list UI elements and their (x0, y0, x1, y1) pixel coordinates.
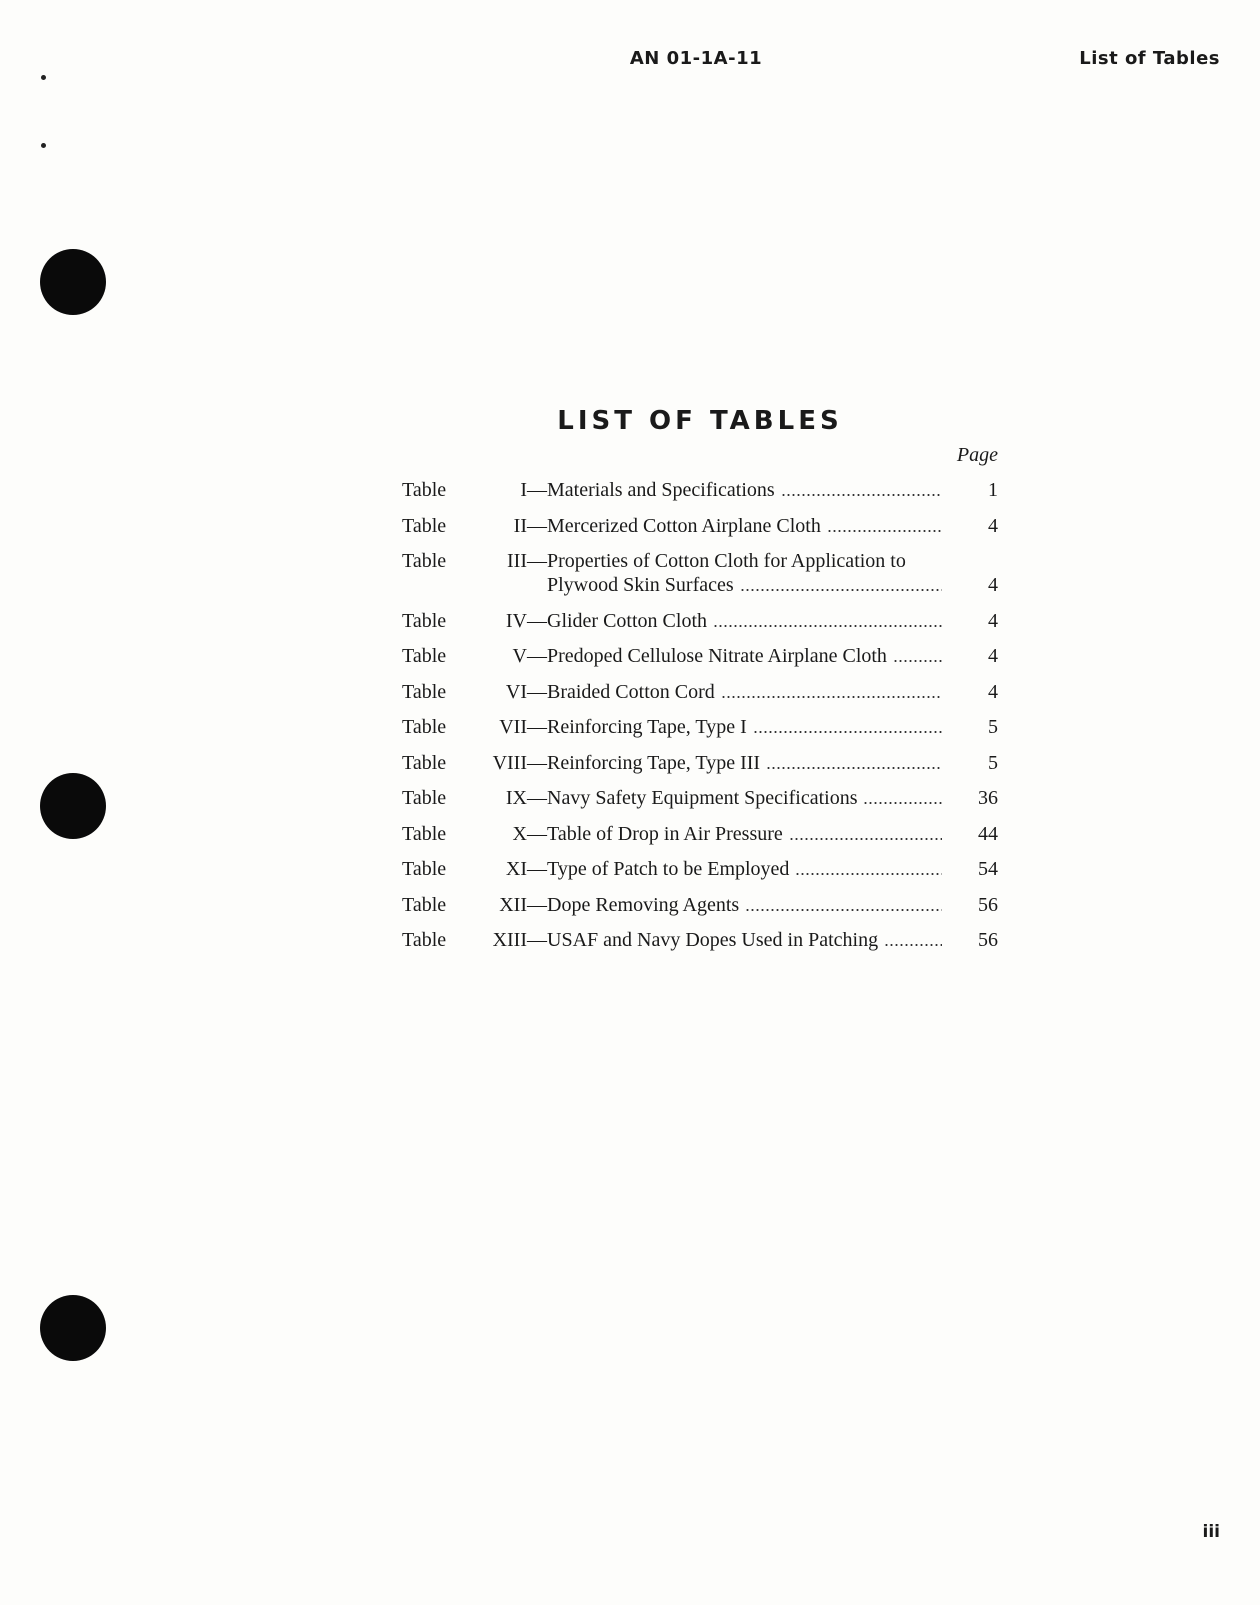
dot-leader (721, 689, 942, 699)
entry-dash: — (527, 787, 547, 809)
dot-leader (713, 618, 942, 628)
toc-entry[interactable] (402, 786, 998, 810)
page-title: LIST OF TABLES (557, 406, 843, 436)
dot-leader (795, 866, 942, 876)
entry-dash: — (527, 822, 547, 845)
dot-leader (884, 937, 942, 947)
entry-page: 1 (988, 479, 998, 501)
entry-numeral: VII (499, 716, 527, 738)
entry-numeral: XII (499, 893, 527, 916)
binder-hole (40, 249, 106, 315)
entry-title: Glider Cotton Cloth (547, 609, 707, 632)
entry-dash: — (527, 716, 547, 738)
entry-label: Table (402, 680, 447, 703)
entry-title: Mercerized Cotton Airplane Cloth (547, 514, 821, 537)
dot-leader (789, 831, 942, 841)
entry-title: Materials and Specifications (547, 479, 775, 501)
entry-numeral: IX (505, 787, 527, 809)
entry-label: Table (402, 858, 447, 880)
entry-numeral: XIII (492, 929, 527, 951)
section-heading: List of Tables (1079, 48, 1220, 69)
page-number: iii (1202, 1522, 1220, 1542)
entry-title: Properties of Cotton Cloth for Application to (547, 550, 906, 572)
toc-entry[interactable] (402, 549, 998, 597)
entry-dash: — (527, 893, 547, 916)
entry-page: 54 (978, 858, 998, 880)
entry-numeral: I (520, 479, 527, 501)
toc-entry[interactable] (402, 680, 998, 704)
entry-numeral: V (512, 645, 527, 667)
entry-title: Braided Cotton Cord (547, 680, 715, 703)
scan-speck (41, 75, 46, 80)
entry-title: Navy Safety Equipment Specifications (547, 787, 858, 809)
entry-dash: — (527, 929, 547, 951)
entry-label: Table (402, 893, 447, 916)
entry-page: 36 (978, 787, 998, 809)
dot-leader (745, 902, 942, 912)
toc-entry[interactable] (402, 893, 998, 917)
entry-title: Dope Removing Agents (547, 893, 740, 916)
toc-entry[interactable] (402, 715, 998, 739)
entry-numeral: X (512, 822, 527, 845)
page-column-label: Page (956, 444, 998, 466)
entry-label: Table (402, 609, 447, 632)
toc-entry[interactable] (402, 644, 998, 668)
dot-leader (753, 724, 942, 734)
entry-label: Table (402, 716, 447, 738)
entry-page: 4 (988, 645, 998, 667)
entry-page: 4 (988, 609, 998, 632)
entry-page: 5 (988, 716, 998, 738)
entry-numeral: XI (505, 858, 527, 880)
dot-leader (863, 795, 942, 805)
entry-page: 4 (988, 680, 998, 703)
entry-page: 5 (988, 751, 998, 774)
entry-dash: — (527, 645, 547, 667)
entry-title: Reinforcing Tape, Type I (547, 716, 747, 738)
entry-page: 56 (978, 893, 998, 916)
toc-entry[interactable] (402, 751, 998, 775)
binder-hole (40, 1295, 106, 1361)
toc-entry[interactable] (402, 822, 998, 846)
entry-label: Table (402, 822, 447, 845)
binder-hole (40, 773, 106, 839)
document-number: AN 01-1A-11 (629, 48, 763, 69)
table-list (402, 478, 998, 964)
dot-leader (827, 523, 942, 533)
entry-label: Table (402, 787, 447, 809)
entry-page: 56 (978, 929, 998, 951)
entry-dash: — (527, 680, 547, 703)
entry-numeral: III (507, 550, 527, 572)
entry-dash: — (527, 479, 547, 501)
entry-label: Table (402, 479, 447, 501)
entry-label: Table (402, 645, 447, 667)
entry-page: 4 (988, 574, 998, 596)
entry-label: Table (402, 550, 447, 572)
dot-leader (893, 653, 942, 663)
entry-dash: — (527, 751, 547, 774)
entry-title: USAF and Navy Dopes Used in Patching (547, 929, 879, 951)
toc-entry[interactable] (402, 609, 998, 633)
toc-entry[interactable] (402, 928, 998, 952)
entry-label: Table (402, 751, 447, 774)
dot-leader (740, 582, 942, 592)
entry-page: 4 (988, 514, 998, 537)
toc-entry[interactable] (402, 514, 998, 538)
entry-dash: — (527, 514, 547, 537)
entry-dash: — (527, 858, 547, 880)
entry-title: Table of Drop in Air Pressure (547, 822, 783, 845)
toc-entry[interactable] (402, 857, 998, 881)
entry-title: Predoped Cellulose Nitrate Airplane Cloth (547, 645, 887, 667)
entry-numeral: VIII (492, 751, 527, 774)
entry-label: Table (402, 929, 447, 951)
entry-title: Type of Patch to be Employed (547, 858, 790, 880)
entry-numeral: IV (505, 609, 527, 632)
entry-page: 44 (978, 822, 998, 845)
entry-dash: — (527, 609, 547, 632)
dot-leader (781, 487, 942, 497)
entry-numeral: VI (505, 680, 527, 703)
entry-dash: — (527, 550, 547, 572)
scan-speck (41, 143, 46, 148)
entry-title: Reinforcing Tape, Type III (547, 751, 761, 774)
entry-label: Table (402, 514, 447, 537)
entry-numeral: II (513, 514, 527, 537)
toc-entry[interactable] (402, 478, 998, 502)
dot-leader (766, 760, 942, 770)
entry-title-continued: Plywood Skin Surfaces (547, 574, 734, 596)
